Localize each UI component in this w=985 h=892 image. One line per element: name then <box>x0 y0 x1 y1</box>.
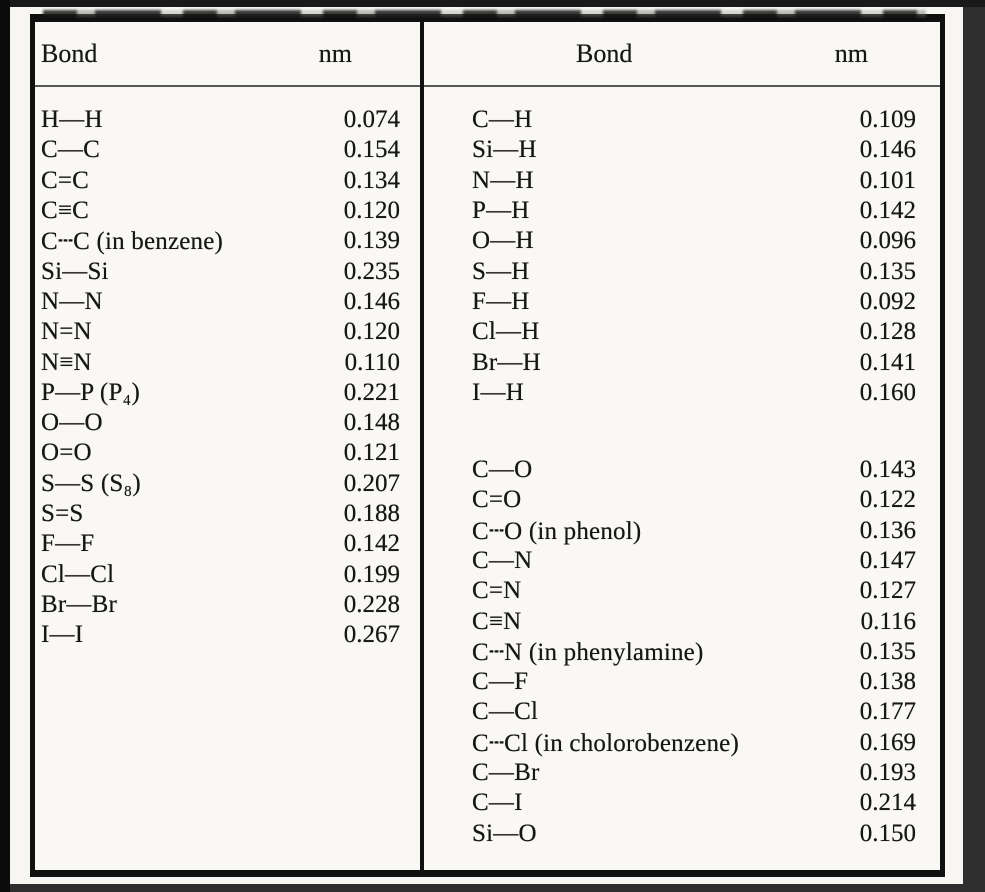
bond-length-value: 0.127 <box>859 577 916 605</box>
table-row <box>424 485 940 515</box>
bond-label: C—F <box>472 668 529 696</box>
table-row <box>35 135 420 165</box>
table-row <box>35 287 420 317</box>
right-header-row <box>424 22 940 87</box>
bond-length-value: 0.142 <box>343 530 400 558</box>
bond-label: O—O <box>41 409 103 437</box>
table-row <box>35 347 420 377</box>
table-row <box>424 226 940 256</box>
bond-length-value: 0.139 <box>343 227 400 255</box>
bond-length-value: 0.109 <box>859 106 916 134</box>
bond-label: Si—Si <box>41 257 109 285</box>
table-row <box>424 819 940 849</box>
table-row <box>424 455 940 485</box>
bond-length-value: 0.101 <box>859 166 916 194</box>
bond-label: N=N <box>41 318 92 346</box>
table-row <box>35 226 420 256</box>
bond-label: C—Cl <box>472 698 539 726</box>
table-row <box>424 576 940 606</box>
bond-label: C—O <box>472 456 533 484</box>
bond-length-value: 0.128 <box>859 318 916 346</box>
scanned-page <box>10 7 963 884</box>
table-row <box>424 697 940 727</box>
table-row <box>424 378 940 408</box>
bond-length-value: 0.154 <box>343 136 400 164</box>
bond-length-value: 0.141 <box>859 348 916 376</box>
bond-label: Br—H <box>472 348 541 376</box>
table-row <box>35 620 420 650</box>
bond-length-value: 0.143 <box>859 456 916 484</box>
bond-label: I—H <box>472 378 524 406</box>
bond-label: C┄Cl (in cholorobenzene) <box>472 729 739 757</box>
table-row <box>35 529 420 559</box>
row-spacer <box>424 408 940 455</box>
bond-length-value: 0.207 <box>343 469 400 497</box>
table-row <box>424 758 940 788</box>
bond-label: C┄N (in phenylamine) <box>472 638 704 666</box>
bond-length-value: 0.146 <box>343 287 400 315</box>
bond-label: F—H <box>472 287 530 315</box>
table-row <box>35 408 420 438</box>
table-row <box>35 378 420 408</box>
table-row <box>424 728 940 758</box>
table-row <box>424 196 940 226</box>
bond-length-value: 0.120 <box>343 318 400 346</box>
table-row <box>35 256 420 286</box>
left-rows <box>35 87 420 650</box>
bond-length-value: 0.096 <box>859 227 916 255</box>
bond-label: C—H <box>472 106 533 134</box>
bond-label: C┄O (in phenol) <box>472 517 642 545</box>
bond-label: Si—O <box>472 819 537 847</box>
bond-length-value: 0.193 <box>859 759 916 787</box>
scan-dark-top-edge <box>0 0 985 7</box>
table-row <box>424 105 940 135</box>
bond-length-value: 0.138 <box>859 668 916 696</box>
table-row <box>35 196 420 226</box>
bond-label: N—H <box>472 166 534 194</box>
table-row <box>35 105 420 135</box>
bond-label: C┄C (in benzene) <box>41 228 224 256</box>
table-row <box>424 788 940 818</box>
table-row <box>35 469 420 499</box>
right-rows <box>424 87 940 849</box>
table-center-divider <box>420 22 424 870</box>
table-row <box>424 516 940 546</box>
table-row <box>424 256 940 286</box>
table-row <box>35 317 420 347</box>
table-row <box>424 135 940 165</box>
bond-length-value: 0.110 <box>344 348 400 376</box>
bond-label: C—Br <box>472 759 540 787</box>
bond-length-value: 0.188 <box>343 500 400 527</box>
table-row <box>35 559 420 589</box>
left-header-row <box>35 22 420 87</box>
bond-length-value: 0.116 <box>860 607 916 635</box>
bond-length-value: 0.228 <box>343 590 400 618</box>
bond-label: Cl—H <box>472 318 540 346</box>
bond-label: I—I <box>41 621 84 649</box>
bond-length-value: 0.074 <box>343 106 400 134</box>
left-bond-column-header: Bond <box>41 38 98 68</box>
bond-label: C—C <box>41 136 100 164</box>
table-row <box>424 317 940 347</box>
table-row <box>424 166 940 196</box>
bond-label: Si—H <box>472 136 537 164</box>
bond-length-value: 0.122 <box>859 486 916 514</box>
bond-label: F—F <box>41 530 95 558</box>
bond-length-value: 0.199 <box>343 560 400 588</box>
bond-label: S—H <box>472 257 530 285</box>
bond-label: C=N <box>472 577 522 605</box>
bond-label: N—N <box>41 287 103 315</box>
bond-label: N≡N <box>41 348 92 376</box>
scan-smudge-artifact <box>43 10 926 17</box>
table-row <box>424 546 940 576</box>
bond-length-value: 0.135 <box>859 637 916 665</box>
right-bond-column-header: Bond <box>576 38 633 68</box>
right-nm-column-header: nm <box>834 38 868 68</box>
bond-label: O—H <box>472 227 534 255</box>
bond-label: S—S (S₈) <box>41 469 141 497</box>
table-row <box>35 590 420 620</box>
bond-length-value: 0.177 <box>859 698 916 726</box>
bond-label: Br—Br <box>41 590 117 618</box>
bond-length-value: 0.160 <box>859 378 916 406</box>
bond-length-value: 0.267 <box>343 621 400 649</box>
table-right-half <box>424 22 940 870</box>
bond-label: C—I <box>472 789 523 817</box>
bond-length-table <box>30 14 945 877</box>
bond-label: C≡N <box>472 607 522 635</box>
left-nm-column-header: nm <box>318 38 352 68</box>
bond-label: C=O <box>472 486 522 514</box>
bond-length-value: 0.221 <box>343 378 400 406</box>
bond-label: C—N <box>472 547 533 574</box>
bond-length-value: 0.169 <box>859 728 916 756</box>
bond-label: P—H <box>472 197 530 225</box>
bond-length-value: 0.214 <box>859 789 916 817</box>
bond-label: O=O <box>41 439 92 467</box>
bond-length-value: 0.148 <box>343 409 400 437</box>
bond-label: Cl—Cl <box>41 560 115 588</box>
bond-label: S=S <box>41 500 84 527</box>
bond-length-value: 0.135 <box>859 257 916 285</box>
bond-length-value: 0.136 <box>859 516 916 544</box>
bond-length-value: 0.147 <box>859 547 916 574</box>
table-row <box>35 438 420 468</box>
table-row <box>424 637 940 667</box>
bond-label: C=C <box>41 166 90 194</box>
table-row <box>35 166 420 196</box>
bond-label: H—H <box>41 106 103 134</box>
table-row <box>424 606 940 636</box>
table-left-half <box>35 22 420 870</box>
bond-label: C≡C <box>41 197 90 225</box>
bond-length-value: 0.121 <box>343 439 400 467</box>
bond-length-value: 0.235 <box>343 257 400 285</box>
bond-length-value: 0.150 <box>859 819 916 847</box>
bond-length-value: 0.146 <box>859 136 916 164</box>
bond-length-value: 0.092 <box>859 287 916 315</box>
table-row <box>35 499 420 529</box>
table-row <box>424 287 940 317</box>
table-row <box>424 667 940 697</box>
bond-label: P—P (P₄) <box>41 378 140 406</box>
table-row <box>424 347 940 377</box>
bond-length-value: 0.134 <box>343 166 400 194</box>
scan-dark-left-edge <box>0 0 10 892</box>
bond-length-value: 0.142 <box>859 197 916 225</box>
bond-length-value: 0.120 <box>343 197 400 225</box>
